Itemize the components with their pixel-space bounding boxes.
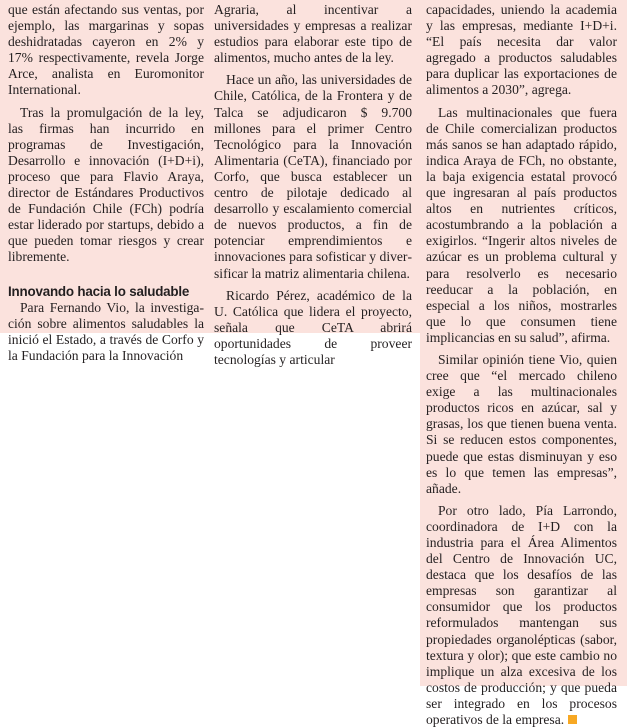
end-of-article-square-icon — [568, 715, 577, 724]
paragraph: Tras la promulgación de la ley, las firmas han incurrido en programas de Investigación, Desarrollo e innovación (I+D+i), proceso que para Flavio Araya, director de Estándares Productivos de Fundación Chile (FCh) podría estar liderado por startups, debido a que pueden tomar riesgos y crear libremente. — [8, 104, 204, 265]
paragraph: Hace un año, las universidades de Chile, Católica, de la Frontera y de Talca se adjudicaron $ 9.700 millones para el primer Centro Tecnológico para la Innovación Alimentaria (CeTA), financiado por Corfo, que busca establecer un centro de pilotaje dedicado al desarrollo y escalamiento comercial de nuevos productos, a fin de potenciar emprendimientos e innovaciones para sofisticar y diversificar la matriz alimentaria chilena. — [214, 72, 412, 281]
paragraph: que están afectando sus ventas, por ejemplo, las margarinas y sopas deshidratadas cayeron en 2% y 17% respectivamente, revela Jorge Arce, analista en Euromonitor International. — [8, 2, 204, 98]
paragraph: Para Fernando Vio, la investigación sobre alimentos saludables la inició el Estado, a través de Corfo y la Fundación para la Innovación — [8, 299, 204, 363]
article-column-1 — [8, 2, 204, 364]
paragraph: Ricardo Pérez, académico de la U. Católica que lidera el proyecto, señala que CeTA abrirá oportunidades de proveer tecnologías y articular — [214, 287, 412, 367]
paragraph: Similar opinión tiene Vio, quien cree que “el mercado chileno exige a las multinacionales productos ricos en azúcar, sal y grasas, los que tienen buena venta. Si se reducen estos componentes, puede que estas disminuyan y eso es lo que temen las empresas”, añade. — [426, 351, 617, 496]
paragraph-text: Por otro lado, Pía Larrondo, coordinadora de I+D con la industria para el Área Alimentos del Centro de Innovación UC, destaca que los desafíos de las empresas son garantizar al consumidor que los productos reformulados mantengan sus propiedades organolépticas (sabor, textura y olor); que este cambio no implique un alza excesiva de los costos de producción; y que pueda ser integrado en los procesos operativos de la empresa. — [426, 502, 617, 728]
paragraph: Las multinacionales que fuera de Chile comercializan productos más sanos se han adaptado rápido, indica Araya de FCh, no obstante, la baja exigencia estatal provocó que ingresaran al país productos altos en nutrientes críticos, acostumbrando a la población a exigirlos. “Ingerir altos niveles de azúcar es un problema cultural y para resolverlo es necesario reeducar a la población, en especial a los niños, mostrarles que lo que consumen tiene implicancias en su salud”, afirma. — [426, 104, 617, 345]
paragraph: Agraria, al incentivar a universidades y empresas a realizar estudios para elaborar este tipo de alimentos, mucho antes de la ley. — [214, 2, 412, 66]
article-column-3 — [426, 2, 617, 728]
article-column-2 — [214, 2, 412, 368]
paragraph: capacidades, uniendo la academia y las empresas, mediante I+D+i. “El país necesita dar valor agregado a productos saludables para duplicar las exportaciones de alimentos a 2030”, agrega. — [426, 2, 617, 98]
section-heading: Innovando hacia lo saludable — [8, 283, 190, 299]
final-paragraph — [426, 503, 617, 728]
